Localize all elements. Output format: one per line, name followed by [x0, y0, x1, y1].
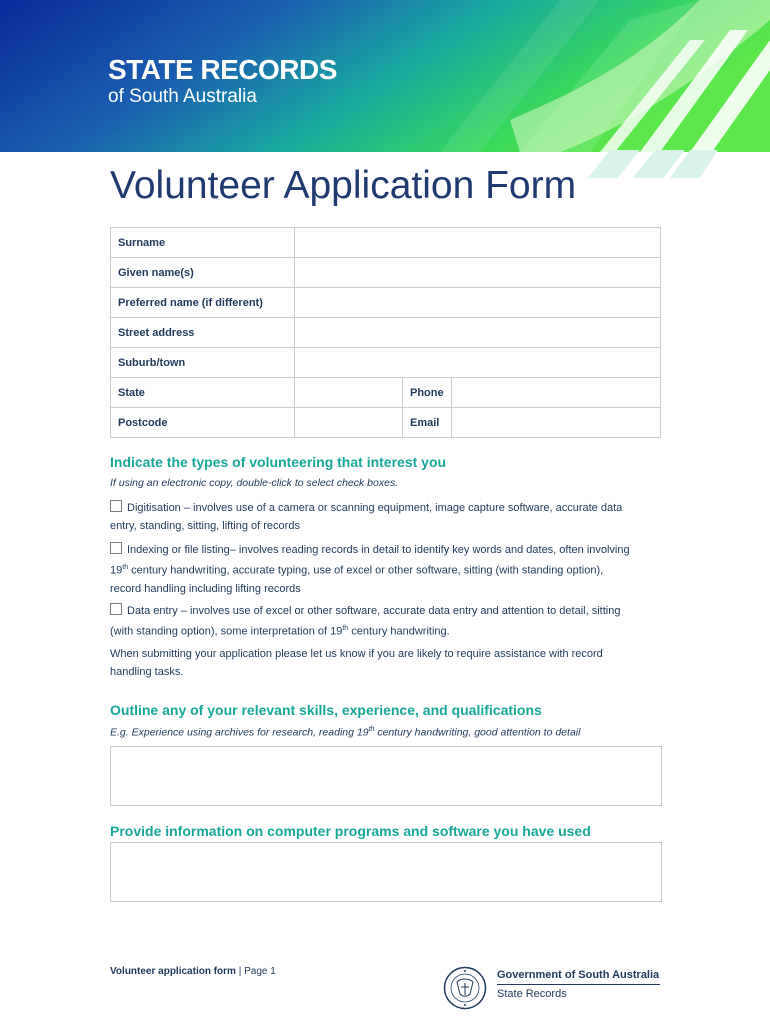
suburb-label: Suburb/town [111, 348, 295, 378]
government-logo [443, 966, 663, 1012]
table-row [111, 408, 661, 438]
given-names-label: Given name(s) [111, 258, 295, 288]
option-text: entry, standing, sitting, lifting of records [110, 520, 300, 532]
personal-details-table [110, 227, 661, 438]
digitisation-checkbox[interactable] [110, 500, 122, 512]
surname-label: Surname [111, 228, 295, 258]
skills-hint [110, 726, 580, 739]
footer-page: | Page 1 [235, 966, 276, 977]
phone-field[interactable] [452, 378, 661, 408]
government-name: Government of South Australia [497, 969, 660, 981]
preferred-name-field[interactable] [295, 288, 661, 318]
banner-tail-graphic [560, 150, 740, 182]
superscript: th [122, 564, 129, 571]
table-row [111, 348, 661, 378]
postcode-label: Postcode [111, 408, 295, 438]
superscript: th [342, 625, 349, 632]
indexing-checkbox[interactable] [110, 542, 122, 554]
option-text: Digitisation – involves use of a camera or scanning equipment, image capture software, accurate data [127, 502, 623, 514]
email-label: Email [403, 408, 452, 438]
department-name: State Records [497, 988, 567, 1000]
assistance-note [110, 645, 662, 681]
page-title: Volunteer Application Form [110, 164, 577, 207]
brand-title: STATE RECORDS [108, 54, 337, 85]
option-data-entry [110, 602, 662, 641]
table-row [111, 288, 661, 318]
preferred-name-label: Preferred name (if different) [111, 288, 295, 318]
table-row [111, 228, 661, 258]
software-heading: Provide information on computer programs and software you have used [110, 823, 591, 839]
surname-field[interactable] [295, 228, 661, 258]
south-australia-seal-icon [443, 966, 487, 1010]
option-text: 19 [110, 564, 123, 577]
option-text: century handwriting. [348, 625, 450, 638]
volunteering-hint: If using an electronic copy, double-click to select check boxes. [110, 477, 399, 489]
email-field[interactable] [452, 408, 661, 438]
brand-subtitle: of South Australia [108, 86, 257, 107]
table-row [111, 258, 661, 288]
option-text: (with standing option), some interpretation of 19 [110, 625, 343, 638]
skills-textarea[interactable] [110, 746, 662, 806]
state-field[interactable] [295, 378, 403, 408]
footer-doc-name: Volunteer application form [110, 966, 236, 977]
hint-text: century handwriting, good attention to detail [374, 726, 581, 739]
divider [497, 984, 660, 985]
option-text: record handling including lifting records [110, 582, 301, 595]
option-digitisation [110, 499, 662, 535]
option-text: century handwriting, accurate typing, use of excel or other software, sitting (with standing option), [128, 564, 604, 577]
header-banner [0, 0, 770, 152]
table-row [111, 318, 661, 348]
postcode-field[interactable] [295, 408, 403, 438]
suburb-field[interactable] [295, 348, 661, 378]
hint-text: E.g. Experience using archives for research, reading 19 [110, 726, 369, 739]
option-text: Data entry – involves use of excel or other software, accurate data entry and attention to detail, sitting [127, 605, 621, 617]
data-entry-checkbox[interactable] [110, 603, 122, 615]
superscript: th [368, 726, 375, 733]
phone-label: Phone [403, 378, 452, 408]
footer-label [110, 966, 276, 977]
skills-heading: Outline any of your relevant skills, experience, and qualifications [110, 702, 542, 718]
table-row [111, 378, 661, 408]
given-names-field[interactable] [295, 258, 661, 288]
street-address-field[interactable] [295, 318, 661, 348]
option-text: Indexing or file listing– involves reading records in detail to identify key words and dates, often involving [127, 544, 630, 556]
street-address-label: Street address [111, 318, 295, 348]
software-textarea[interactable] [110, 842, 662, 902]
volunteering-heading: Indicate the types of volunteering that interest you [110, 454, 447, 470]
state-label: State [111, 378, 295, 408]
assistance-text: handling tasks. [110, 666, 184, 678]
assistance-text: When submitting your application please let us know if you are likely to require assistance with record [110, 648, 603, 660]
option-indexing [110, 541, 662, 598]
